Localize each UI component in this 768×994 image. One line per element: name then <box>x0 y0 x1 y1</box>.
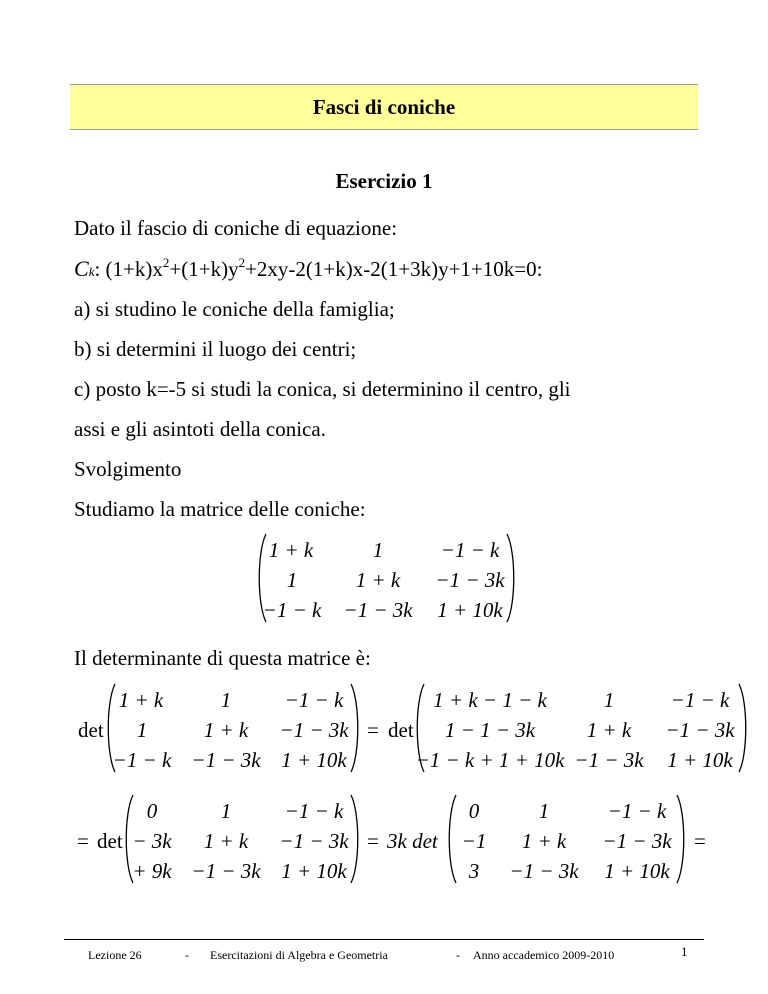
matrix-cell: −1 − k + 1 + 10k <box>415 748 565 772</box>
right-paren <box>349 793 363 885</box>
matrix-cell: 1 + k <box>586 718 632 742</box>
matrix-cell: −1 − k <box>284 688 344 712</box>
matrix-cell: −1 − k <box>112 748 172 772</box>
footer-separator: - <box>185 948 189 962</box>
intro-text: Dato il fascio di coniche di equazione: <box>74 216 398 240</box>
equation-part2: +(1+k)y <box>169 257 239 281</box>
matrix-cell: −1 − 3k <box>509 859 579 883</box>
matrix-cell: 1 + 10k <box>281 748 347 772</box>
equation-part3: +2xy-2(1+k)x-2(1+3k)y+1+10k=0: <box>245 257 543 281</box>
matrix-cell: 1 + k <box>268 538 314 562</box>
det-operator: det <box>78 718 104 742</box>
footer-separator: - <box>456 948 460 962</box>
det-factor: 3k det <box>387 829 438 853</box>
matrix-cell: −1 − k <box>284 799 344 823</box>
matrix-cell: 1 + 10k <box>604 859 670 883</box>
task-b: b) si determini il luogo dei centri; <box>74 337 357 361</box>
matrix-cell: −1 − 3k <box>279 829 349 853</box>
matrix-cell: 1 + k <box>118 688 164 712</box>
matrix-cell: −1 − 3k <box>279 718 349 742</box>
equals-sign: = <box>77 829 89 853</box>
matrix-cell: −1 − 3k <box>191 859 261 883</box>
matrix-cell: 1 + 10k <box>667 748 733 772</box>
determinant-intro: Il determinante di questa matrice è: <box>74 646 371 670</box>
matrix-cell: 1 + k <box>521 829 567 853</box>
equation-label: C <box>74 256 89 281</box>
matrix-intro: Studiamo la matrice delle coniche: <box>74 497 366 521</box>
solution-heading: Svolgimento <box>74 457 182 481</box>
det-operator: det <box>97 829 123 853</box>
matrix-cell: 1 + k <box>203 829 249 853</box>
matrix-cell: −1 − 3k <box>435 568 505 592</box>
matrix-cell: −1 − k <box>440 538 500 562</box>
left-paren <box>444 793 458 885</box>
matrix-cell: 1 <box>603 688 615 712</box>
matrix-cell: 0 <box>146 799 158 823</box>
exercise-title: Esercizio 1 <box>335 169 433 193</box>
matrix-cell: −1 <box>461 829 487 853</box>
matrix-cell: 1 <box>286 568 298 592</box>
matrix-cell: − 3k <box>132 829 172 853</box>
task-c-continued: assi e gli asintoti della conica. <box>74 417 326 441</box>
equals-sign: = <box>694 829 706 853</box>
footer-year: Anno accademico 2009-2010 <box>473 948 615 962</box>
equation-sup1: 2 <box>162 255 170 270</box>
matrix-cell: 1 − 1 − 3k <box>444 718 536 742</box>
det-operator: det <box>388 718 414 742</box>
equation-label-sub: k <box>88 264 95 279</box>
task-a: a) si studino le coniche della famiglia; <box>74 297 395 321</box>
matrix-cell: 1 + 10k <box>437 598 503 622</box>
matrix-cell: 1 <box>136 718 148 742</box>
matrix-cell: −1 − 3k <box>602 829 672 853</box>
matrix-cell: −1 − 3k <box>574 748 644 772</box>
matrix-cell: −1 − k <box>670 688 730 712</box>
matrix-cell: 1 + k <box>203 718 249 742</box>
matrix-cell: 0 <box>468 799 480 823</box>
footer-lesson: Lezione 26 <box>88 948 142 962</box>
matrix-cell: −1 − 3k <box>343 598 413 622</box>
matrix-cell: 1 + k <box>355 568 401 592</box>
matrix-cell: 1 <box>538 799 550 823</box>
matrix-cell: −1 − k <box>262 598 322 622</box>
matrix-cell: 3 <box>468 859 480 883</box>
equation-sup2: 2 <box>238 255 246 270</box>
footer-rule <box>64 939 704 940</box>
matrix-cell: 1 <box>220 799 232 823</box>
equals-sign: = <box>367 829 379 853</box>
matrix-cell: −1 − k <box>607 799 667 823</box>
matrix-cell: 1 + 10k <box>281 859 347 883</box>
page-number: 1 <box>681 944 688 959</box>
matrix-cell: −1 − 3k <box>191 748 261 772</box>
matrix-cell: 1 <box>220 688 232 712</box>
right-paren <box>675 793 689 885</box>
task-c: c) posto k=-5 si studi la conica, si determinino il centro, gli <box>74 377 571 401</box>
matrix-cell: + 9k <box>132 859 172 883</box>
matrix-cell: −1 − 3k <box>665 718 735 742</box>
matrix-cell: 1 + k − 1 − k <box>433 688 547 712</box>
equation-part1: : (1+k)x <box>94 257 163 281</box>
page-title: Fasci di coniche <box>312 95 456 119</box>
footer-course: Esercitazioni di Algebra e Geometria <box>210 948 388 962</box>
equals-sign: = <box>367 718 379 742</box>
matrix-cell: 1 <box>372 538 384 562</box>
